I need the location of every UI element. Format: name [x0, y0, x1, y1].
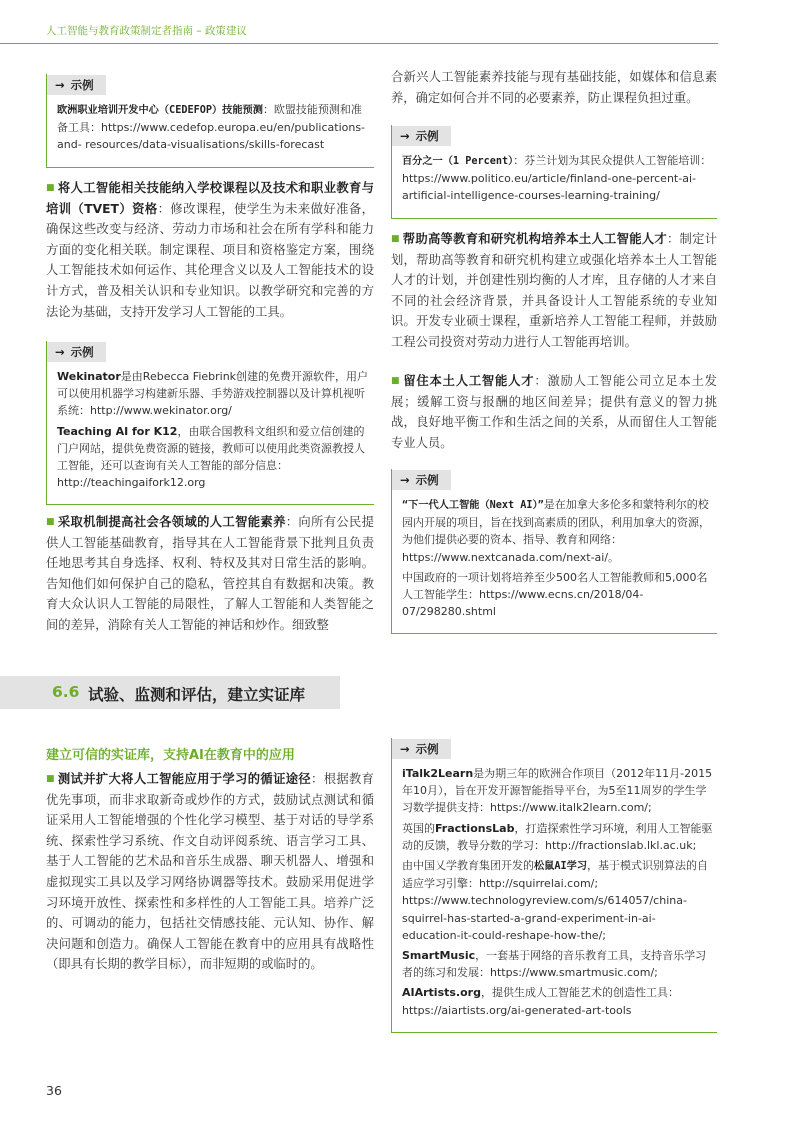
example-box-one-percent: → 示例 百分之一（1 Percent）：芬兰计划为其民众提供人工智能培训：https://www.politico.eu/article/finland-one-percent-ai-artificial-intelligence-courses-learning-training/: [391, 125, 717, 219]
arrow-right-icon: →: [55, 78, 65, 92]
example-tag: → 示例: [392, 739, 451, 759]
arrow-right-icon: →: [400, 129, 410, 143]
arrow-right-icon: →: [400, 742, 410, 756]
policy-paragraph-curriculum: ■ 将人工智能相关技能纳入学校课程以及技术和职业教育与培训（TVET）资格：修改课程，使学生为未来做好准备，确保这些改变与经济、劳动力市场和社会在所有学科和能力方面的变化相关联。制定课程、项目和资格鉴定方案，围绕人工智能技术如何运作、其伦理含义以及人工智能技术的设计方式，普及相关认识和专业知识。以教学研究和完善的方法论为基础，支持开发学习人工智能的工具。: [46, 181, 374, 319]
example-tag: → 示例: [47, 75, 106, 95]
policy-paragraph-retain: ■ 留住本土人工智能人才：激励人工智能公司立足本土发展；缓解工资与报酬的地区间差异；提供有意义的智力挑战，良好地平衡工作和生活之间的关系，从而留住人工智能专业人员。: [391, 374, 717, 450]
example-title: 欧洲职业培训开发中心（CEDEFOP）技能预测: [57, 105, 263, 116]
example-box-learning-tools: → 示例 iTalk2Learn是为期三年的欧洲合作项目（2012年11月-2015年10月），旨在开发开源智能指导平台，为5至11周岁的学生学习数学提供支持：https://www.italk2learn.com/; 英国的FractionsLab，打造探索性学习环境，利用人工智能驱动的反馈，教导分数的学习：http://fractionslab.lkl.ac.uk; 由中国乂学教育集团开发的松鼠AI学习，基于模式识别算法的自适应学习引擎：http://squirrelai.com/; https://www.technologyreview.com/s/614057/china-squirrel-has-started-a-grand-experiment-in-ai-education-it-could-reshape-how-the/; SmartMusic，一套基于网络的音乐教育工具，支持音乐学习者的练习和发展：https://www.smartmusic.com/; AIArtists.org，提供生成人工智能艺术的创造性工具：https://aiartists.org/ai-generated-art-tools: [391, 738, 717, 1033]
bullet-square-icon: ■: [391, 376, 401, 386]
page-number: 36: [46, 1083, 62, 1098]
example-tag: → 示例: [392, 126, 451, 146]
running-header: [0, 0, 793, 42]
arrow-right-icon: →: [55, 345, 65, 359]
bullet-square-icon: ■: [46, 183, 55, 193]
example-tag: → 示例: [47, 342, 106, 362]
policy-paragraph-continued: 合新兴人工智能素养技能与现有基础技能，如媒体和信息素养，确定如何合并不同的必要素养，防止课程负担过重。: [391, 70, 717, 105]
header-title: 人工智能与教育政策制定者指南 – 政策建议: [46, 25, 247, 37]
header-divider: [0, 43, 718, 44]
example-tag: → 示例: [392, 470, 451, 490]
example-text: ：欧盟技能预测和准备工具：https://www.cedefop.europa.eu/en/publications-and- resources/data-visualisations/skills-forecast: [57, 103, 366, 152]
example-box-cedefop: [46, 74, 374, 168]
arrow-right-icon: →: [400, 473, 410, 487]
example-box-tools: → 示例 Wekinator是由Rebecca Fiebrink创建的免费开源软件，用户可以使用机器学习构建新乐器、手势游戏控制器以及计算机视听系统：http://www.wekinator.org/ Teaching AI for K12，由联合国教科文组织和爱立信创建的门户网站，提供免费资源的链接，教师可以使用此类资源教授人工智能，还可以查询有关人工智能的部分信息：http://teachingaifork12.org: [46, 341, 374, 505]
section-title: 试验、监测和评估，建立实证库: [88, 686, 306, 704]
policy-paragraph-talent: ■ 帮助高等教育和研究机构培养本土人工智能人才：制定计划，帮助高等教育和研究机构建立或强化培养本土人工智能人才的计划，并创建性别均衡的人才库，且存储的人才来自不同的社会经济背景，并具备设计人工智能系统的专业知识。开发专业硕士课程，重新培养人工智能工程师，并鼓励工程公司投资对劳动力进行人工智能再培训。: [391, 232, 717, 349]
policy-paragraph-evidence: ■ 测试并扩大将人工智能应用于学习的循证途径：根据教育优先事项，而非求取新奇或炒作的方式，鼓励试点测试和循证采用人工智能增强的个性化学习模型、基于对话的导学系统、探索性学习系统、作文自动评阅系统、语言学习工具、基于人工智能的艺术品和音乐生成器、聊天机器人、增强和虚拟现实工具以及学习网络协调器等技术。鼓励采用促进学习环境开放性、探索性和多样性的人工智能工具。培养广泛的、可调动的能力，包括社交情感技能、元认知、协作、解决问题和创造力。确保人工智能在教育中的应用具有战略性（即具有长期的教学目标），而非短期的或临时的。: [46, 772, 374, 972]
bullet-square-icon: ■: [391, 234, 400, 244]
bullet-square-icon: ■: [46, 517, 55, 527]
policy-paragraph-literacy: ■ 采取机制提高社会各领域的人工智能素养：向所有公民提供人工智能基础教育，指导其在人工智能背景下批判且负责任地思考其自身选择、权利、特权及其对日常生活的影响。告知他们如何保护自己的隐私，管控其自有数据和决策。教育大众认识人工智能的局限性，了解人工智能和人类智能之间的差异，消除有关人工智能的神话和炒作。细致整: [46, 515, 374, 632]
subsection-title: 建立可信的实证库，支持AI在教育中的应用: [46, 748, 295, 763]
example-box-next-ai: → 示例 “下一代人工智能（Next AI）”是在加拿大多伦多和蒙特利尔的校园内开展的项目，旨在找到高素质的团队，利用加拿大的资源，为他们提供必要的资本、指导、教育和网络：https://www.nextcanada.com/next-ai/。 中国政府的一项计划将培养至少500名人工智能教师和5,000名人工智能学生：https://www.ecns.cn/2018/04-07/298280.shtml: [391, 469, 717, 634]
bullet-square-icon: ■: [46, 774, 55, 784]
section-number: 6.6: [52, 683, 80, 701]
